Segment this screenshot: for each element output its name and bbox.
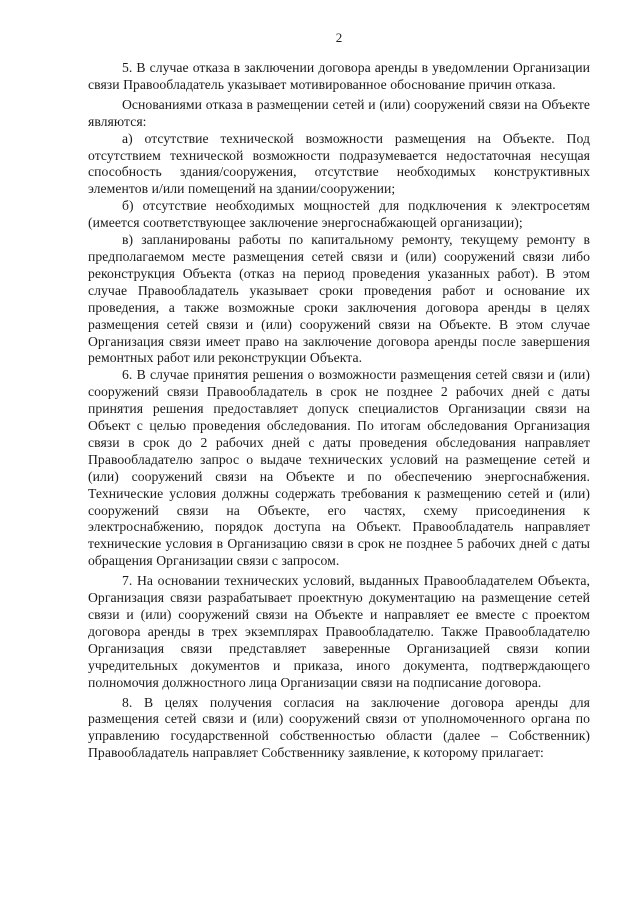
paragraph-6-placement-decision: 6. В случае принятия решения о возможности размещения сетей связи и (или) сооружений связи Правообладатель в срок не позднее 2 рабочих дней с даты принятия решения предоставляет допуск специалистов Организации связи на Объект с целью проведения обследования. По итогам обследования Организация связи в срок до 2 рабочих дней с даты проведения обследования направляет Правообладателю запрос о выдаче технических условий на размещение сетей и (или) сооружений связи на Объекте и по обеспечению энергоснабжения. Технические условия должны содержать требования к размещению сетей и (или) сооружений связи на Объекте, его частях, схему присоединения к электроснабжению, порядок доступа на Объект. Правообладатель направляет технические условия в Организацию связи в срок не позднее 5 рабочих дней с даты обращения Организации связи с запросом. bbox=[88, 367, 590, 569]
paragraph-refusal-grounds: Основаниями отказа в размещении сетей и (или) сооружений связи на Объекте являются: bbox=[88, 96, 590, 129]
document-body bbox=[88, 60, 590, 762]
paragraph-ground-a: а) отсутствие технической возможности размещения на Объекте. Под отсутствием технической возможности подразумевается недостаточная несущая способность здания/сооружения, отсутствие необходимых конструктивных элементов и/или помещений на здании/сооружении; bbox=[88, 130, 590, 197]
paragraph-ground-v: в) запланированы работы по капитальному ремонту, текущему ремонту в предполагаемом месте размещения сетей связи и (или) сооружений связи либо реконструкция Объекта (отказ на период проведения указанных работ). В этом случае Правообладатель указывает сроки проведения работ и основание их проведения, а также возможные сроки заключения договора аренды в целях размещения сетей связи и (или) сооружений связи на Объекте. В этом случае Организация связи имеет право на заключение договора аренды после завершения ремонтных работ или реконструкции Объекта. bbox=[88, 232, 590, 366]
paragraph-ground-b: б) отсутствие необходимых мощностей для подключения к электросетям (имеется соответствующее заключение энергоснабжающей организации); bbox=[88, 198, 590, 231]
paragraph-7-design-documentation: 7. На основании технических условий, выданных Правообладателем Объекта, Организация связи разрабатывает проектную документацию на размещение сетей связи и (или) сооружений связи на Объекте и направляет ее вместе с проектом договора аренды в трех экземплярах Правообладателю. Также Правообладателю Организация связи представляет заверенные Организацией связи копии учредительных документов и приказа, иного документа, подтверждающего полномочия должностного лица Организации связи на подписание договора. bbox=[88, 573, 590, 690]
paragraph-5-refusal-notice: 5. В случае отказа в заключении договора аренды в уведомлении Организации связи Правообладатель указывает мотивированное обоснование причин отказа. bbox=[88, 60, 590, 92]
paragraph-8-owner-consent: 8. В целях получения согласия на заключение договора аренды для размещения сетей связи и (или) сооружений связи от уполномоченного органа по управлению государственной собственностью области (далее – Собственник) Правообладатель направляет Собственнику заявление, к которому прилагает: bbox=[88, 694, 590, 761]
page-number: 2 bbox=[335, 30, 343, 45]
